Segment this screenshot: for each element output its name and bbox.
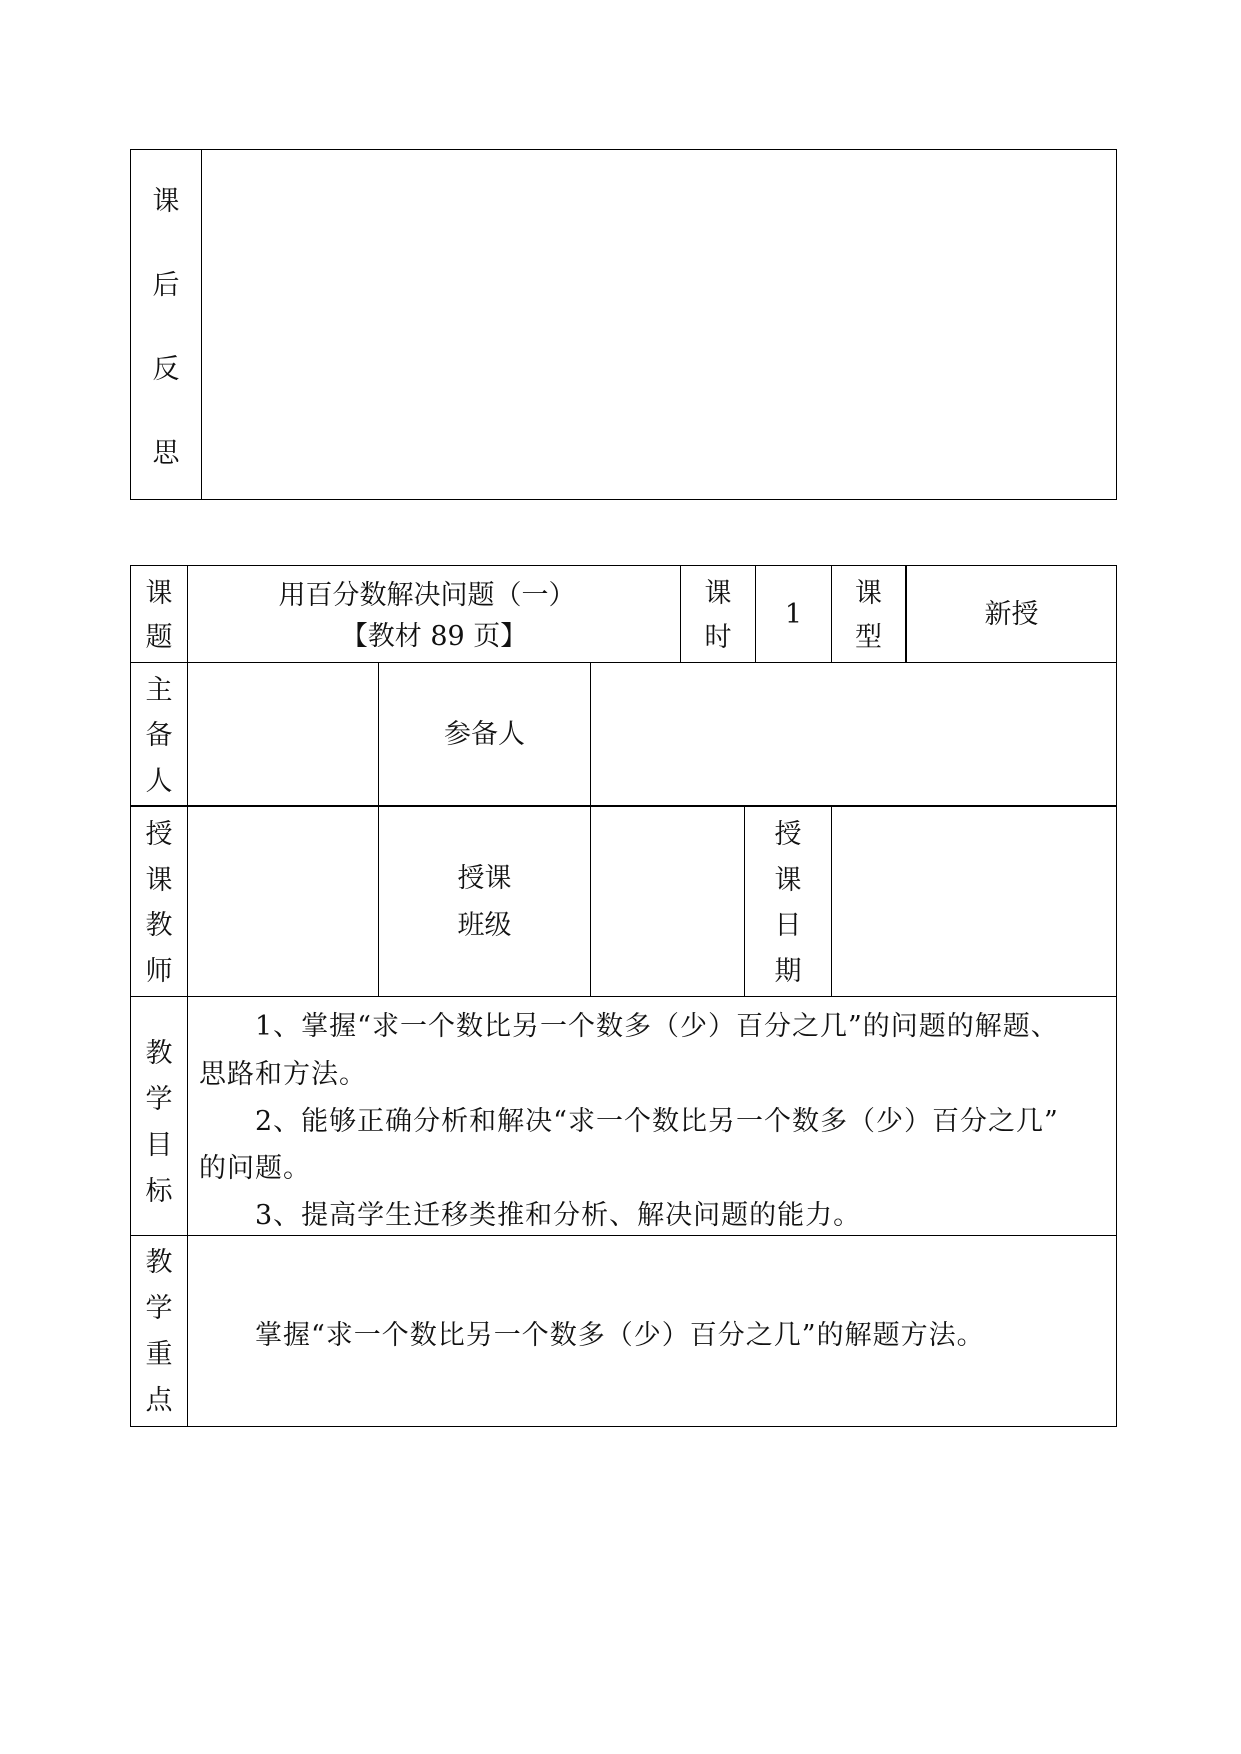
type-value: 新授 <box>984 598 1039 630</box>
objectives-label-char: 教 <box>145 1037 173 1069</box>
teacher-value[interactable] <box>188 807 378 996</box>
type-label-char: 课 <box>855 577 882 609</box>
teacher-label-char: 师 <box>145 955 173 987</box>
objective-line: 1、掌握“求一个数比另一个数多（少）百分之几”的问题的解题、 <box>255 1011 1059 1042</box>
class-label <box>379 807 590 996</box>
lead-preparer-label-char: 主 <box>145 675 173 707</box>
class-value[interactable] <box>591 807 744 996</box>
keypoints-label-char: 教 <box>145 1247 173 1279</box>
objective-line: 的问题。 <box>199 1153 311 1184</box>
date-label-char: 日 <box>774 910 802 942</box>
date-label-char: 授 <box>774 819 802 851</box>
period-label-char: 时 <box>704 621 732 653</box>
date-label <box>745 812 831 994</box>
type-label <box>832 571 905 659</box>
keypoints-label-char: 点 <box>145 1384 173 1416</box>
objectives-label <box>131 1030 187 1215</box>
reflection-label-char: 反 <box>152 353 180 385</box>
period-label <box>681 571 755 659</box>
lead-preparer-value[interactable] <box>188 663 378 805</box>
type-label-char: 型 <box>855 621 882 653</box>
period-value: 1 <box>784 598 803 630</box>
topic-textbook-page: 【教材 89 页】 <box>340 621 528 652</box>
participants-value[interactable] <box>591 663 1116 805</box>
topic-label-char: 课 <box>145 577 173 609</box>
keypoints-text: 掌握“求一个数比另一个数多（少）百分之几”的解题方法。 <box>255 1320 985 1351</box>
date-label-char: 课 <box>774 864 802 896</box>
lead-preparer-label <box>131 668 187 804</box>
teacher-label <box>131 812 187 994</box>
objectives-label-char: 学 <box>145 1083 173 1115</box>
topic-title: 用百分数解决问题（一） <box>278 580 576 611</box>
topic-label <box>131 571 187 659</box>
reflection-content-cell[interactable] <box>202 150 1116 499</box>
date-value[interactable] <box>832 807 1116 996</box>
reflection-label-char: 课 <box>152 186 180 218</box>
keypoints-label-char: 学 <box>145 1293 173 1325</box>
lead-preparer-label-char: 备 <box>145 720 173 752</box>
date-label-char: 期 <box>774 955 802 987</box>
reflection-label-char: 思 <box>152 437 180 469</box>
keypoints-label-char: 重 <box>145 1338 173 1370</box>
reflection-label <box>131 160 201 495</box>
objective-line: 思路和方法。 <box>199 1059 367 1090</box>
class-label-line: 班级 <box>457 909 512 941</box>
period-label-char: 课 <box>704 577 732 609</box>
teacher-label-char: 授 <box>145 819 173 851</box>
lead-preparer-label-char: 人 <box>145 765 173 797</box>
objective-line: 2、能够正确分析和解决“求一个数比另一个数多（少）百分之几” <box>255 1106 1059 1137</box>
teacher-label-char: 教 <box>145 910 173 942</box>
keypoints-label <box>131 1240 187 1423</box>
objectives-label-char: 标 <box>145 1176 173 1208</box>
class-label-line: 授课 <box>457 862 512 894</box>
objective-line: 3、提高学生迁移类推和分析、解决问题的能力。 <box>255 1200 862 1231</box>
objectives-label-char: 目 <box>145 1130 173 1162</box>
reflection-label-char: 后 <box>152 270 180 302</box>
teacher-label-char: 课 <box>145 864 173 896</box>
participants-label: 参备人 <box>444 718 525 750</box>
topic-value <box>188 575 680 657</box>
topic-label-char: 题 <box>145 621 173 653</box>
